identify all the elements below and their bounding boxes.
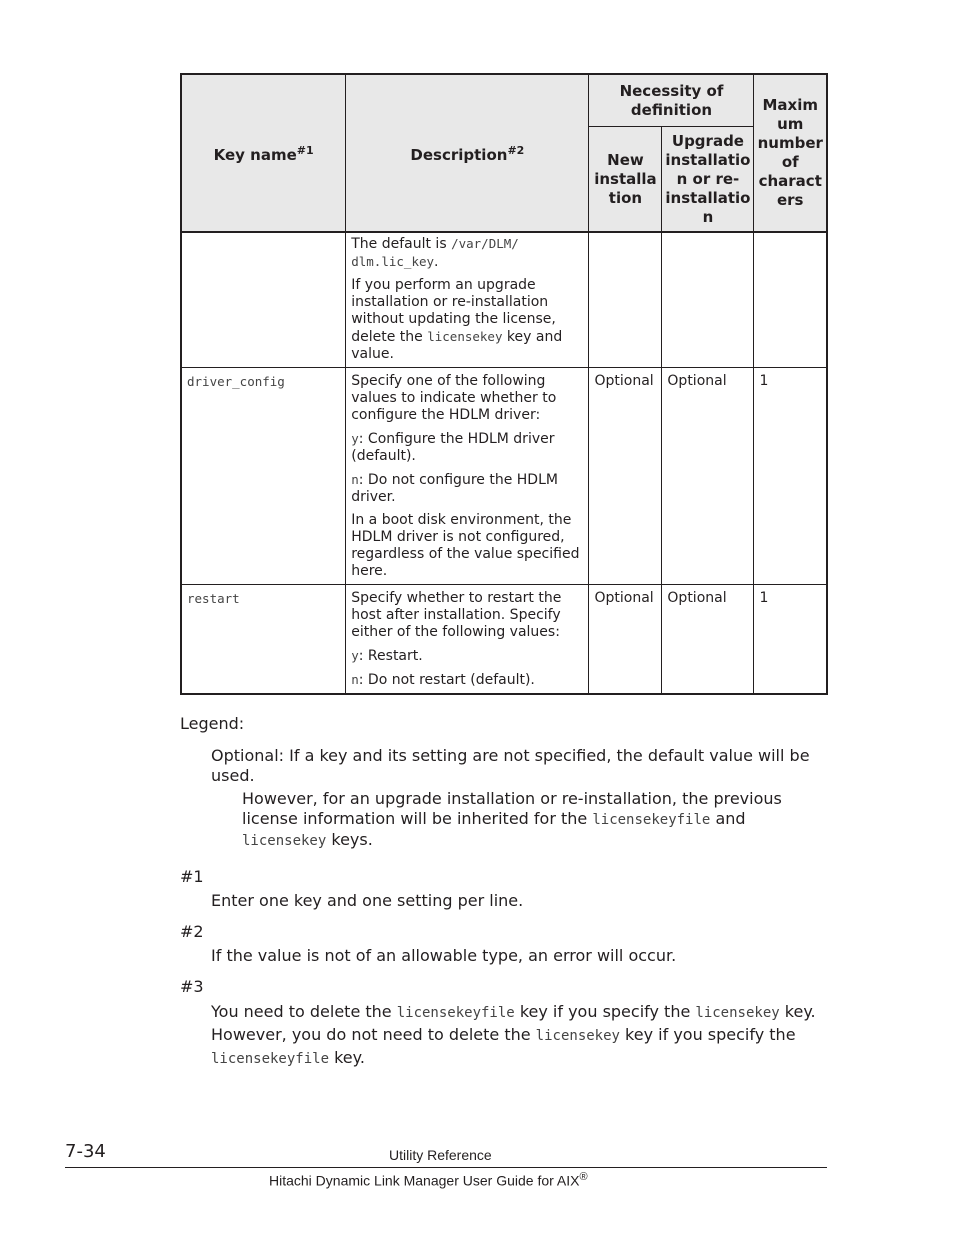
header-new-installation: New installa tion <box>589 127 662 233</box>
new-installation-cell: Optional <box>589 368 662 585</box>
note-3-text: You need to delete the licensekeyfile key if you specify the licensekey key. However, you do not need to delete the licensekey key if you specify the licensekeyfile key. <box>211 1002 816 1067</box>
header-key-name: Key name$^{\#1}$ <box>181 74 346 232</box>
header-necessity: Necessity of definition <box>589 74 754 127</box>
note-3-label: #3 <box>180 977 204 996</box>
table-row <box>181 368 827 585</box>
note-2-text: If the value is not of an allowable type, an error will occur. <box>211 946 677 965</box>
description-cell: Specify one of the following values to indicate whether to configure the HDLM driver: y: Configure the HDLM driver (default). n: Do not configure the HDLM driver. In a boot disk environment, the HDLM driver is not configured, regardless of the value specified here. <box>346 368 589 585</box>
section-title: Utility Reference <box>389 1147 492 1163</box>
page-number: 7-34 <box>65 1141 106 1162</box>
key-definition-table <box>180 73 828 695</box>
legend-section <box>180 714 830 1070</box>
legend-however: However, for an upgrade installation or re-installation, the previous license information will be inherited for the licensekeyfile and licensekey keys. <box>242 789 782 849</box>
book-title: Hitachi Dynamic Link Manager User Guide for AIX® <box>269 1171 588 1189</box>
description-cell: Specify whether to restart the host after installation. Specify either of the following values: y: Restart. n: Do not restart (default). <box>346 585 589 695</box>
upgrade-cell: Optional <box>662 585 754 695</box>
max-chars-cell <box>754 232 827 368</box>
note-1-label: #1 <box>180 867 204 886</box>
new-installation-cell: Optional <box>589 585 662 695</box>
key-cell: restart <box>181 585 346 695</box>
footer-divider <box>65 1167 827 1168</box>
upgrade-cell <box>662 232 754 368</box>
legend-optional: Optional: If a key and its setting are not specified, the default value will be used. <box>211 746 810 785</box>
description-cell: The default is /var/DLM/ dlm.lic_key. If you perform an upgrade installation or re-installation without updating the license, delete the licensekey key and value. <box>346 232 589 368</box>
header-max-chars: Maxim um number of charact ers <box>754 74 827 232</box>
header-upgrade-installation: Upgrade installatio n or re- installatio n <box>662 127 754 233</box>
header-description: Description$^{\#2}$ <box>346 74 589 232</box>
note-2-label: #2 <box>180 922 204 941</box>
table-row <box>181 232 827 368</box>
new-installation-cell <box>589 232 662 368</box>
max-chars-cell: 1 <box>754 585 827 695</box>
key-cell <box>181 232 346 368</box>
max-chars-cell: 1 <box>754 368 827 585</box>
legend-title: Legend: <box>180 714 245 733</box>
upgrade-cell: Optional <box>662 368 754 585</box>
key-cell: driver_config <box>181 368 346 585</box>
note-1-text: Enter one key and one setting per line. <box>211 891 524 910</box>
table-row <box>181 585 827 695</box>
